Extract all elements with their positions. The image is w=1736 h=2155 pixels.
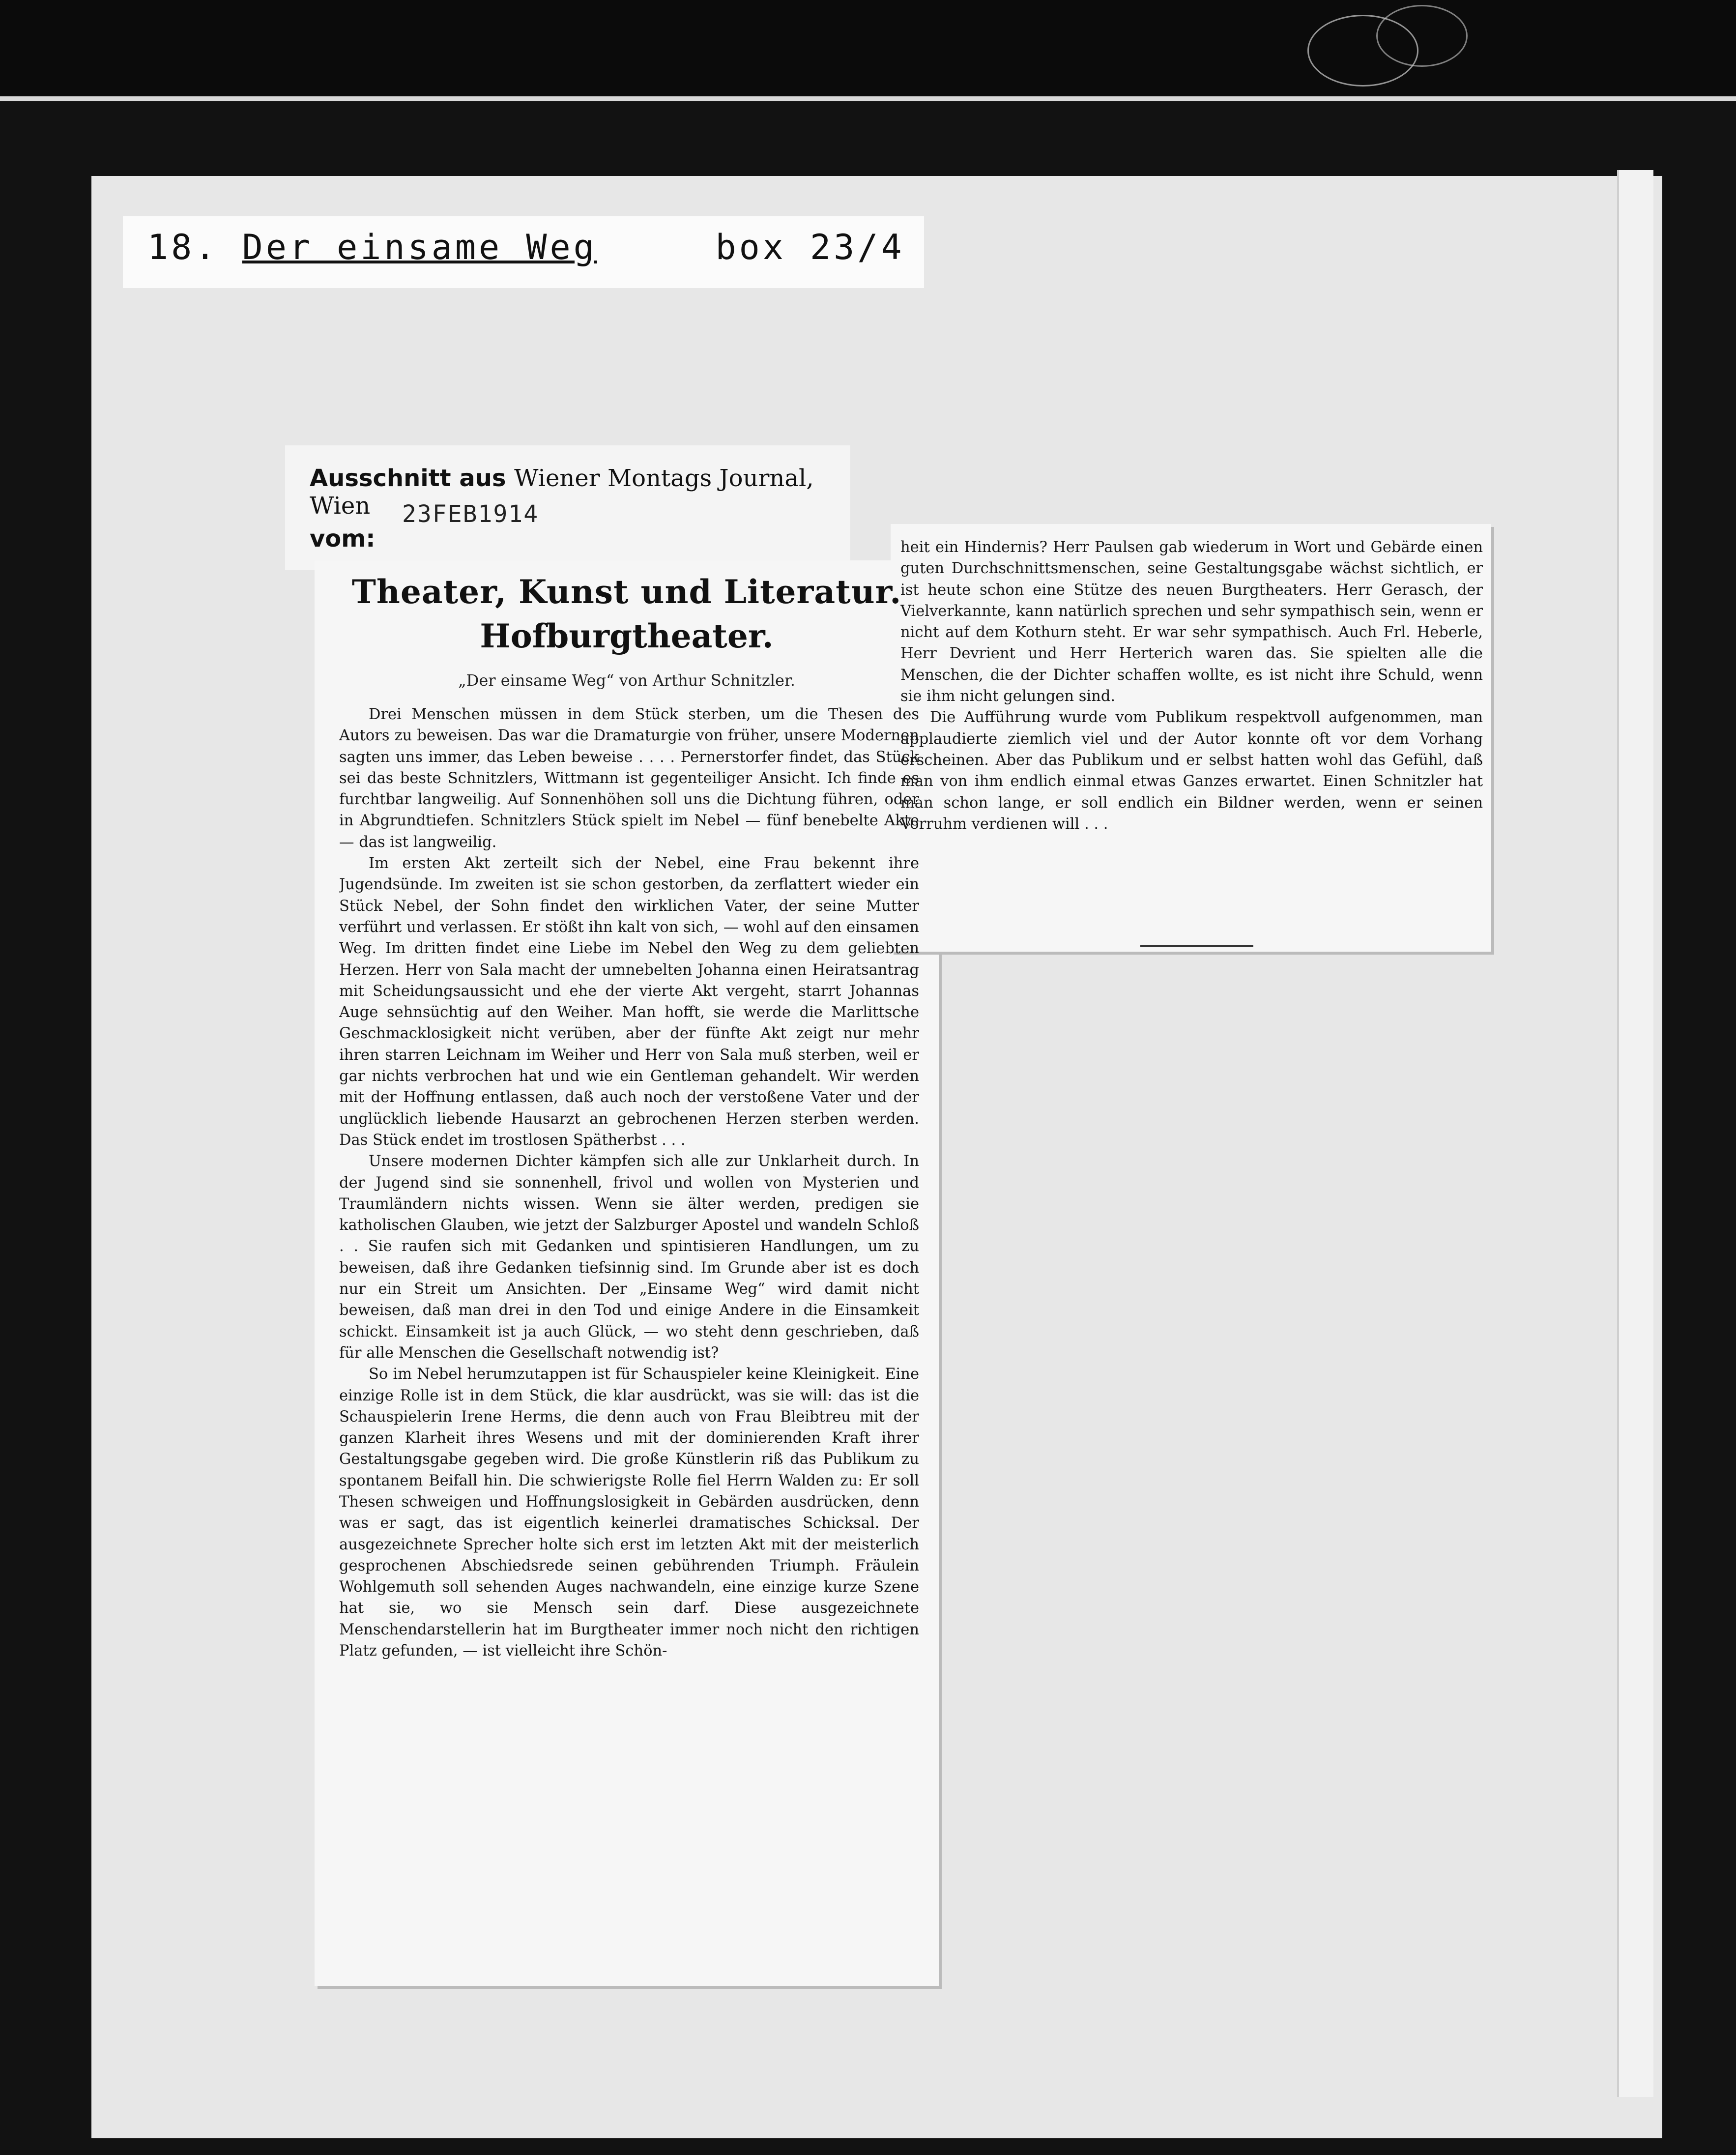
clipping-vom-label: vom:: [310, 525, 376, 553]
article-paragraph: Drei Menschen müssen in dem Stück sterben, um die Thesen des Autors zu beweisen. Das war die Dramaturgie von früher, unsere Modernen sagten uns immer, das Leben beweise . . . . Pernerstorfer findet, das Stück sei das beste Schnitzlers, Wittmann ist gegenteiliger Ansicht. Ich finde es furchtbar langweilig. Auf Sonnenhöhen soll uns die Dichtung führen, oder in Abgrundtiefen. Schnitzlers Stück spielt im Nebel — fünf benebelte Akte — das ist langweilig.: [339, 706, 919, 851]
folder-box: box 23/4: [715, 227, 905, 267]
folder-title: Der einsame Weg: [242, 227, 597, 267]
scan-top-margin: [0, 0, 1736, 98]
article-headline: Theater, Kunst und Literatur.: [351, 573, 902, 611]
clipping-source-name: Wiener Montags Journal, Wien: [310, 465, 814, 520]
clipping-date: 23FEB1914: [402, 500, 539, 528]
article-column-2: [900, 537, 1483, 945]
scan-top-border: [0, 96, 1736, 101]
article-end-rule: [1140, 945, 1253, 947]
article-paragraph: Unsere modernen Dichter kämpfen sich alle zur Unklarheit durch. In der Jugend sind sie sonnenhell, frivol und wollen von Mysterien und Traumländern nichts wissen. Wenn sie älter werden, predigen sie katholischen Glauben, wie jetzt der Salzburger Apostel und wandeln Schloß . . Sie raufen sich mit Gedanken und spintisieren Handlungen, um zu beweisen, daß ihre Gedanken tiefsinnig sind. Im Grunde aber ist es doch nur ein Streit um Ansichten. Der „Einsame Weg“ wird damit nicht beweisen, daß man drei in den Tod und einige Andere in die Einsamkeit schickt. Einsamkeit ist ja auch Glück, — wo steht denn geschrieben, daß für alle Menschen die Gesellschaft notwendig ist?: [339, 1153, 919, 1362]
sheet-right-edge: [1617, 170, 1653, 2097]
clipping-source-prefix: Ausschnitt aus: [310, 465, 506, 492]
article-byline: „Der einsame Weg“ von Arthur Schnitzler.: [458, 671, 795, 690]
article-column-1: [339, 704, 919, 1972]
article-paragraph: heit ein Hindernis? Herr Paulsen gab wiederum in Wort und Gebärde einen guten Durchschnittsmenschen, seine Gestaltungsgabe wächst sichtlich, er ist heute schon eine Stütze des neuen Burgtheaters. Herr Gerasch, der Vielverkannte, kann natürlich sprechen und sehr sympathisch sein, wenn er nicht auf dem Kothurn steht. Er war sehr sympathisch. Auch Frl. Heberle, Herr Devrient und Herr Herterich waren das. Sie spielten alle die Menschen, die der Dichter schaffen wollte, es ist nicht ihre Schuld, wenn sie ihm nicht gelungen sind.: [900, 539, 1483, 705]
article-paragraph: Die Aufführung wurde vom Publikum respektvoll aufgenommen, man applaudierte ziemlich viel und der Autor konnte oft vor dem Vorhang erscheinen. Aber das Publikum und er selbst hatten wohl das Gefühl, daß man von ihm endlich einmal etwas Ganzes erwartet. Einen Schnitzler hat man schon lange, er soll endlich ein Bildner werden, wenn er seinen Vorruhm verdienen will . . .: [900, 709, 1483, 833]
archive-stamp-mark-secondary: [1376, 5, 1468, 67]
article-subheadline: Hofburgtheater.: [480, 617, 774, 655]
folder-number: 18.: [147, 227, 219, 267]
article-paragraph: So im Nebel herumzutappen ist für Schauspieler keine Kleinigkeit. Eine einzige Rolle ist in dem Stück, die klar ausdrückt, was sie will: das ist die Schauspielerin Irene Herms, die denn auch von Frau Bleibtreu mit der ganzen Klarheit ihres Wesens und mit der dominierenden Kraft ihrer Gestaltungsgabe gegeben wird. Die große Künstlerin riß das Publikum zu spontanem Beifall hin. Die schwierigste Rolle fiel Herrn Walden zu: Er soll Thesen schweigen und Hoffnungslosigkeit in Gebärden ausdrücken, denn was er sagt, das ist eigentlich keinerlei dramatisches Schicksal. Der ausgezeichnete Sprecher holte sich erst im letzten Akt mit der meisterlich gesprochenen Abschiedsrede seinen gebührenden Triumph. Fräulein Wohlgemuth soll sehenden Auges nachwandeln, eine einzige kurze Szene hat sie, wo sie Mensch sein darf. Diese ausgezeichnete Menschendarstellerin hat im Burgtheater immer noch nicht den richtigen Platz gefunden, — ist vielleicht ihre Schön-: [339, 1366, 919, 1660]
folder-label: [147, 227, 934, 276]
article-paragraph: Im ersten Akt zerteilt sich der Nebel, eine Frau bekennt ihre Jugendsünde. Im zweiten ist sie schon gestorben, da zerflattert wieder ein Stück Nebel, der Sohn findet den wirklichen Vater, der seine Mutter verführt und verlassen. Er stößt ihn kalt von sich, — wohl auf den einsamen Weg. Im dritten findet eine Liebe im Nebel den Weg zu dem geliebten Herzen. Herr von Sala macht der umnebelten Johanna einen Heiratsantrag mit Scheidungsaussicht und ehe der vierte Akt vergeht, starrt Johannas Auge sehnsüchtig auf den Weiher. Man hofft, sie werde die Marlittsche Geschmacklosigkeit nicht verüben, aber der fünfte Akt zeigt nur mehr ihren starren Leichnam im Weiher und Herr von Sala muß sterben, weil er gar nichts verbrochen hat und wie ein Gentleman gehandelt. Wir werden mit der Hoffnung entlassen, daß auch noch der verstoßene Vater und der unglücklich liebende Hausarzt an gebrochenen Herzen sterben werden. Das Stück endet im trostlosen Spätherbst . . .: [339, 855, 919, 1149]
